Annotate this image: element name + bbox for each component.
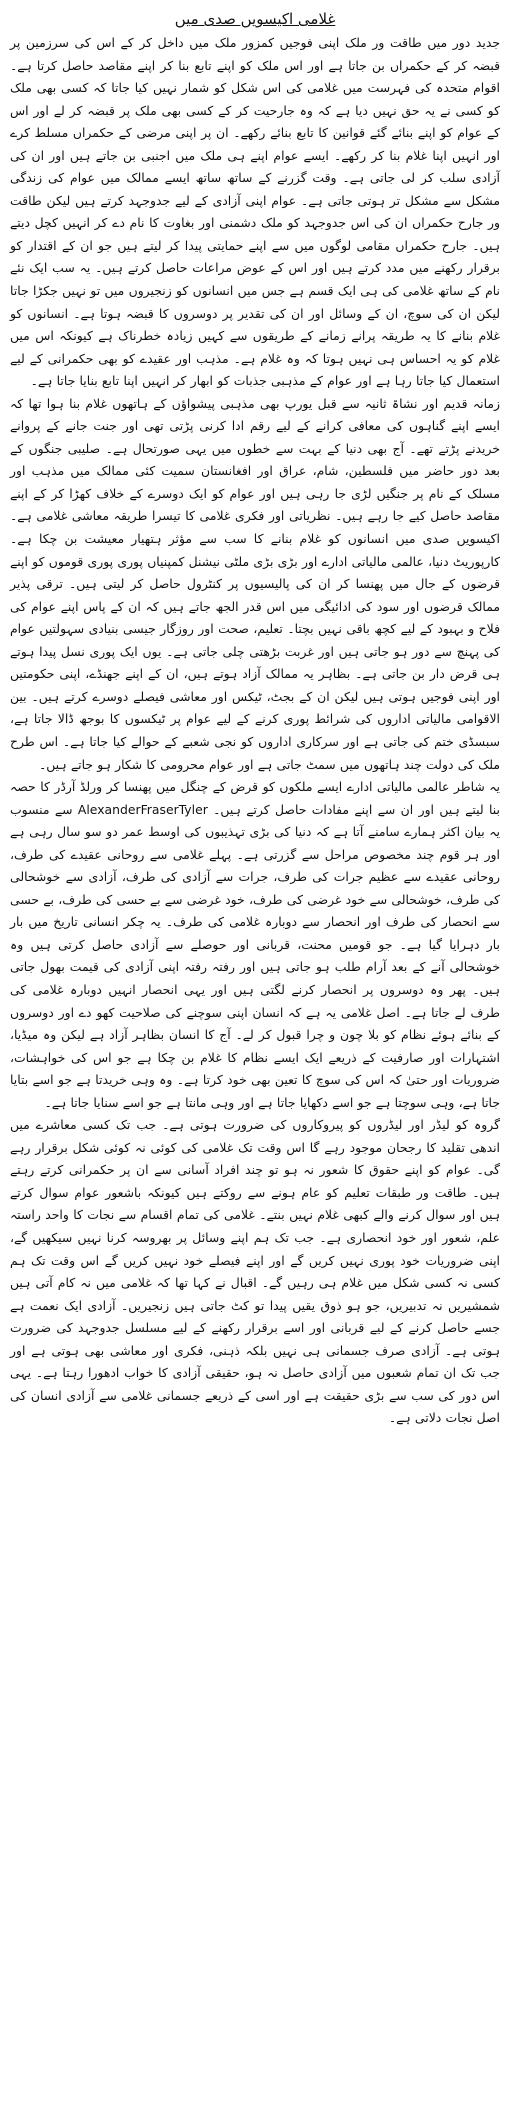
article-title: غلامی اکیسویں صدی میں <box>174 10 336 28</box>
article-paragraph-1: جدید دور میں طاقت ور ملک اپنی فوجیں کمزور ملک میں داخل کر کے اس کی سرزمین پر قبضہ کر کے حکمراں بن جاتا ہے اور اس ملک کو اپنے تابع بنا کر اپنے مقاصد حاصل کرتا ہے۔ اقوام متحدہ کی فہرست میں غلامی کی اس شکل کو شمار نہیں کیا جاتا کہ کسی بھی ملک کو کسی نے یہ حق نہیں دیا ہے کہ وہ جارحیت کر کے کسی بھی ملک پر قبضہ کر لے اور اس کے عوام کو اپنے بنائے گئے قوانین کا تابع بنائے رکھے۔ ان پر اپنی مرضی کے حکمراں مسلط کرے اور انہیں اپنا غلام بنا کر رکھے۔ ایسے عوام اپنے ہی ملک میں اجنبی بن جاتے ہیں اور ان کی آزادی سلب کر لی جاتی ہے۔ وقت گزرنے کے ساتھ ساتھ ایسے ممالک میں عوام کی زندگی مشکل سے مشکل تر ہوتی جاتی ہے۔ عوام اپنی آزادی کے لیے جدوجہد کرتے ہیں لیکن طاقت ور جارح حکمراں ان کی اس جدوجہد کو ملک دشمنی اور بغاوت کا نام دے کر انہیں کچل دیتے ہیں۔ جارح حکمراں مقامی لوگوں میں سے اپنے حمایتی پیدا کر لیتے ہیں جو ان کے اقتدار کو برقرار رکھنے میں مدد کرتے ہیں اور اس کے عوض مراعات حاصل کرتے ہیں۔ یہ سب ایک نئے نام کے ساتھ غلامی کی ہی ایک قسم ہے جس میں انسانوں کو زنجیروں میں تو نہیں جکڑا جاتا لیکن ان کی سوچ، ان کے وسائل اور ان کی تقدیر پر دوسروں کا قبضہ ہوتا ہے۔ انسانوں کو غلام بنانے کا یہ طریقہ پرانے زمانے کے طریقوں سے کہیں زیادہ خطرناک ہے کیونکہ اس میں غلام کو یہ احساس ہی نہیں ہوتا کہ وہ غلام ہے۔ مذہب اور عقیدے کو بھی حکمرانی کے لیے استعمال کیا جاتا رہا ہے اور عوام کے مذہبی جذبات کو ابھار کر انہیں اپنا تابع بنایا جاتا ہے۔ <box>10 35 500 389</box>
article-paragraph-3 <box>10 776 500 1114</box>
article-paragraph-4: گروہ کو لیڈر اور لیڈروں کو پیروکاروں کی ضرورت ہوتی ہے۔ جب تک کسی معاشرے میں اندھی تقلید کا رجحان موجود رہے گا اس وقت تک غلامی کی کوئی نہ کوئی شکل برقرار رہے گی۔ عوام کو اپنے حقوق کا شعور نہ ہو تو چند افراد آسانی سے ان پر حکمرانی کرتے رہتے ہیں۔ طاقت ور طبقات تعلیم کو عام ہونے سے روکتے ہیں کیونکہ باشعور عوام سوال کرتے ہیں اور سوال کرنے والے کبھی غلام نہیں بنتے۔ غلامی کی تمام اقسام سے نجات کا واحد راستہ علم، شعور اور خود انحصاری ہے۔ جب تک ہم اپنے وسائل پر بھروسہ کرنا نہیں سیکھیں گے، اپنی ضروریات خود پوری نہیں کریں گے اور اپنے فیصلے خود نہیں کریں گے اس وقت تک ہم کسی نہ کسی شکل میں غلام ہی رہیں گے۔ اقبال نے کہا تھا کہ غلامی میں نہ کام آتی ہیں شمشیریں نہ تدبیریں، جو ہو ذوق یقیں پیدا تو کٹ جاتی ہیں زنجیریں۔ آزادی ایک نعمت ہے جسے حاصل کرنے کے لیے قربانی اور اسے برقرار رکھنے کے لیے مسلسل جدوجہد کی ضرورت ہوتی ہے۔ آزادی صرف جسمانی ہی نہیں بلکہ ذہنی، فکری اور معاشی بھی ہوتی ہے اور جب تک ان تمام شعبوں میں آزادی حاصل نہ ہو، حقیقی آزادی کا خواب ادھورا رہتا ہے۔ یہی اس دور کی سب سے بڑی حقیقت ہے اور اسی کے ذریعے جسمانی غلامی سے آزادی انسان کی اصل نجات دلاتی ہے۔ <box>10 1117 500 1426</box>
article-body <box>10 32 500 1430</box>
article-paragraph-2: زمانہ قدیم اور نشاۃ ثانیہ سے قبل یورپ بھی مذہبی پیشواؤں کے ہاتھوں غلام بنا ہوا تھا کہ ایسے اپنے گناہوں کی معافی کرانے کے لیے رقم ادا کرنی پڑتی تھی اور جنت جانے کے پروانے خریدنے پڑتے تھے۔ آج بھی دنیا کے بہت سے خطوں میں یہی صورتحال ہے۔ صلیبی جنگوں کے بعد دور حاضر میں فلسطین، شام، عراق اور افغانستان سمیت کئی ممالک میں مذہب اور مسلک کے نام پر جنگیں لڑی جا رہی ہیں اور عوام کو ایک دوسرے کے خلاف کھڑا کر کے اپنے مقاصد حاصل کیے جا رہے ہیں۔ نظریاتی اور فکری غلامی کا تیسرا طریقہ معاشی غلامی ہے۔ اکیسویں صدی میں انسانوں کو غلام بنانے کا سب سے مؤثر ہتھیار معیشت بن چکا ہے۔ کارپوریٹ دنیا، عالمی مالیاتی ادارے اور بڑی بڑی ملٹی نیشنل کمپنیاں پوری پوری قوموں کو اپنے قرضوں کے جال میں پھنسا کر ان کی پالیسیوں پر کنٹرول حاصل کر لیتی ہیں۔ ترقی پذیر ممالک قرضوں اور سود کی ادائیگی میں اس قدر الجھ جاتے ہیں کہ ان کے پاس اپنے عوام کی فلاح و بہبود کے لیے کچھ باقی نہیں بچتا۔ تعلیم، صحت اور روزگار جیسی بنیادی سہولتیں عوام کی پہنچ سے دور ہو جاتی ہیں اور غربت بڑھتی چلی جاتی ہے۔ یوں ایک پوری نسل پیدا ہوتے ہی قرض دار بن جاتی ہے۔ بظاہر یہ ممالک آزاد ہوتے ہیں، ان کے اپنے جھنڈے، اپنی حکومتیں اور اپنی فوجیں ہوتی ہیں لیکن ان کے بجٹ، ٹیکس اور معاشی فیصلے دوسرے کرتے ہیں۔ بین الاقوامی مالیاتی اداروں کی شرائط پوری کرنے کے لیے عوام پر ٹیکسوں کا بوجھ ڈالا جاتا ہے، سبسڈی ختم کی جاتی ہے اور سرکاری اداروں کو نجی شعبے کے حوالے کیا جاتا ہے۔ اس طرح ملک کی دولت چند ہاتھوں میں سمٹ جاتی ہے اور عوام محرومی کا شکار ہو جاتے ہیں۔ <box>10 395 500 772</box>
article-paragraph-3-continued: سے منسوب یہ بیان اکثر ہمارے سامنے آتا ہے کہ دنیا کی بڑی تہذیبوں کی اوسط عمر دو سو سال رہی ہے اور ہر قوم چند مخصوص مراحل سے گزرتی ہے۔ پہلے غلامی سے روحانی عقیدے کی طرف، روحانی عقیدے سے عظیم جرات کی طرف، جرات سے آزادی کی طرف، آزادی سے خوشحالی کی طرف، خوشحالی سے خود غرضی کی طرف، خود غرضی سے بے حسی کی طرف، بے حسی سے انحصار کی طرف اور انحصار سے دوبارہ غلامی کی طرف۔ یہ چکر انسانی تاریخ میں بار بار دہرایا گیا ہے۔ جو قومیں محنت، قربانی اور حوصلے سے آزادی حاصل کرتی ہیں وہ خوشحالی آنے کے بعد آرام طلب ہو جاتی ہیں اور رفتہ رفتہ اپنی آزادی کی قیمت بھول جاتی ہیں۔ پھر وہ دوسروں پر انحصار کرنے لگتی ہیں اور یہی انحصار انہیں دوبارہ غلامی کی طرف لے جاتا ہے۔ اصل غلامی یہ ہے کہ انسان اپنی سوچنے کی صلاحیت کھو دے اور دوسروں کے بنائے ہوئے نظام کو بلا چون و چرا قبول کر لے۔ آج کا انسان بظاہر آزاد ہے لیکن وہ میڈیا، اشتہارات اور صارفیت کے ذریعے ایک ایسے نظام کا غلام بن چکا ہے جو اس کی خواہشات، ضروریات اور حتیٰ کہ اس کی سوچ کا تعین بھی خود کرتا ہے۔ وہ وہی خریدتا ہے جو اسے بتایا جاتا ہے، وہی سوچتا ہے جو اسے دکھایا جاتا ہے اور وہی مانتا ہے جو اسے سنایا جاتا ہے۔ <box>10 801 500 1110</box>
article-paragraph-3-text: یہ شاطر عالمی مالیاتی ادارے ایسے ملکوں کو قرض کے چنگل میں پھنسا کر ورلڈ آرڈر کا حصہ بنا لیتے ہیں اور ان سے اپنے مفادات حاصل کرتے ہیں۔ <box>10 779 500 817</box>
quoted-author-name: AlexanderFraserTyler <box>77 801 208 817</box>
